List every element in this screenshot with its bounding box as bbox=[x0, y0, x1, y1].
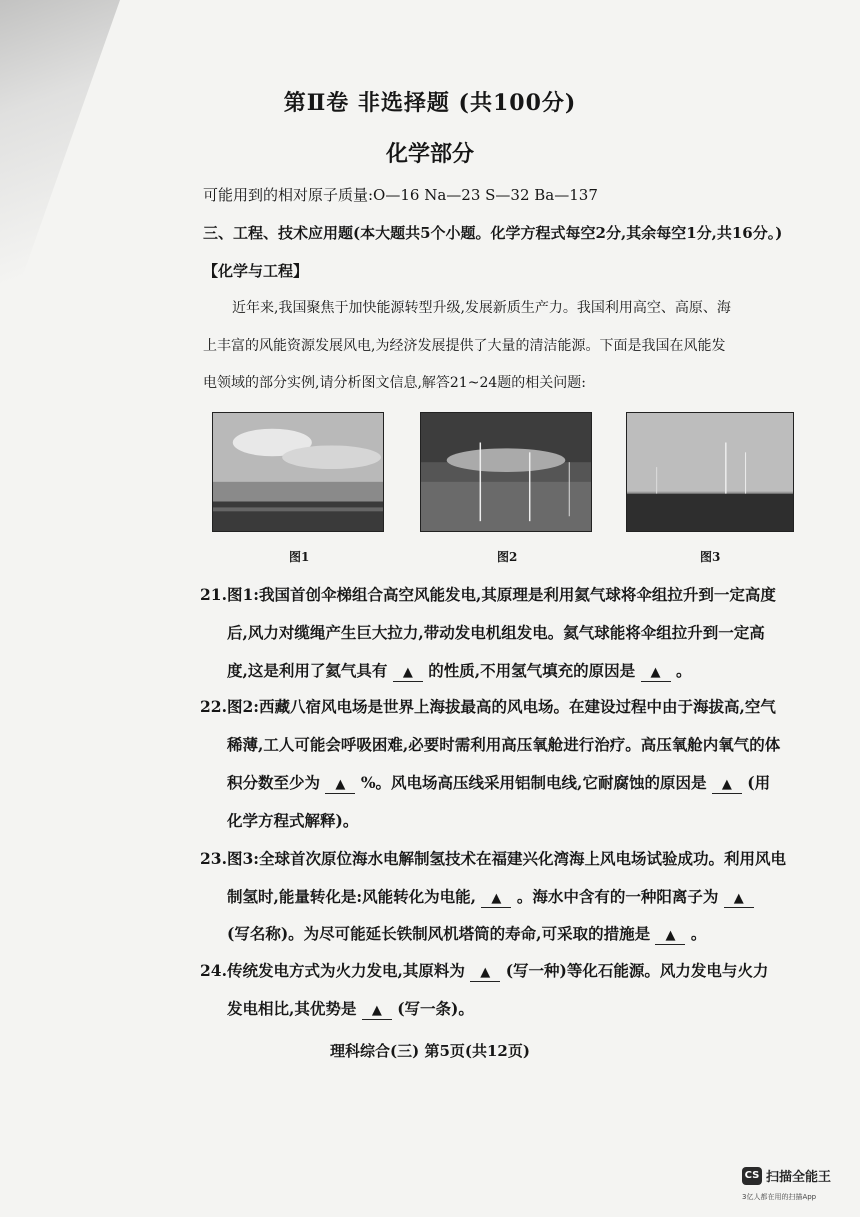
answer-blank: ▲ bbox=[724, 891, 754, 908]
page-footer: 理科综合(三) 第5页(共12页) bbox=[330, 1042, 530, 1060]
q21-line-3: 度,这是利用了氦气具有 ▲ 的性质,不用氢气填充的原因是 ▲ 。 bbox=[227, 661, 692, 680]
q24-line-1: 24.传统发电方式为火力发电,其原料为 ▲ (写一种)等化石能源。风力发电与火力 bbox=[200, 961, 769, 980]
section-subtitle: 化学部分 bbox=[385, 141, 474, 167]
q23-line-2: 制氢时,能量转化是:风能转化为电能, ▲ 。海水中含有的一种阳离子为 ▲ bbox=[227, 885, 754, 908]
figure-1-photo bbox=[212, 412, 384, 532]
section-heading: 三、工程、技术应用题(本大题共5个小题。化学方程式每空2分,其余每空1分,共16分。) bbox=[203, 224, 783, 242]
q23-line-3: (写名称)。为尽可能延长铁制风机塔筒的寿命,可采取的措施是 ▲ 。 bbox=[227, 924, 707, 943]
q21-line-2: 后,风力对缆绳产生巨大拉力,带动发电机组发电。氦气球能将伞组拉升到一定高 bbox=[227, 623, 765, 642]
scanner-brand: 扫描全能王 bbox=[766, 1170, 832, 1185]
figure-2-photo bbox=[420, 412, 592, 532]
q22-line-4: 化学方程式解释)。 bbox=[227, 811, 359, 830]
topic-label: 【化学与工程】 bbox=[203, 262, 309, 280]
answer-blank: ▲ bbox=[362, 1003, 392, 1020]
answer-blank: ▲ bbox=[641, 665, 671, 682]
answer-blank: ▲ bbox=[470, 965, 500, 982]
scanner-logo-icon: CS bbox=[742, 1167, 762, 1185]
figure-2-caption: 图2 bbox=[497, 550, 518, 564]
answer-blank: ▲ bbox=[393, 665, 423, 682]
q22-line-2: 稀薄,工人可能会呼吸困难,必要时需利用高压氧舱进行治疗。高压氧舱内氧气的体 bbox=[227, 735, 781, 754]
q22-line-1: 22.图2:西藏八宿风电场是世界上海拔最高的风电场。在建设过程中由于海拔高,空气 bbox=[200, 697, 776, 716]
answer-blank: ▲ bbox=[481, 891, 511, 908]
q22-line-3: 积分数至少为 ▲ %。风电场高压线采用铝制电线,它耐腐蚀的原因是 ▲ (用 bbox=[227, 773, 771, 792]
intro-line-2: 上丰富的风能资源发展风电,为经济发展提供了大量的清洁能源。下面是我国在风能发 bbox=[203, 338, 726, 354]
scanner-tagline: 3亿人都在用的扫描App bbox=[742, 1193, 817, 1201]
q23-line-1: 23.图3:全球首次原位海水电解制氢技术在福建兴化湾海上风电场试验成功。利用风电 bbox=[200, 849, 786, 868]
page-title: 第Ⅱ卷 非选择题 (共100分) bbox=[283, 90, 577, 116]
figure-3-photo bbox=[626, 412, 794, 532]
figure-3-caption: 图3 bbox=[700, 550, 721, 564]
intro-line-3: 电领域的部分实例,请分析图文信息,解答21~24题的相关问题: bbox=[203, 375, 586, 391]
atomic-masses: 可能用到的相对原子质量:O—16 Na—23 S—32 Ba—137 bbox=[203, 186, 598, 204]
q21-line-1: 21.图1:我国首创伞梯组合高空风能发电,其原理是利用氦气球将伞组拉升到一定高度 bbox=[200, 585, 776, 604]
page-shadow bbox=[0, 0, 120, 340]
answer-blank: ▲ bbox=[712, 777, 742, 794]
q24-line-2: 发电相比,其优势是 ▲ (写一条)。 bbox=[227, 999, 474, 1018]
intro-line-1: 近年来,我国聚焦于加快能源转型升级,发展新质生产力。我国利用高空、高原、海 bbox=[232, 300, 731, 316]
answer-blank: ▲ bbox=[325, 777, 355, 794]
answer-blank: ▲ bbox=[655, 928, 685, 945]
figure-1-caption: 图1 bbox=[289, 550, 310, 564]
